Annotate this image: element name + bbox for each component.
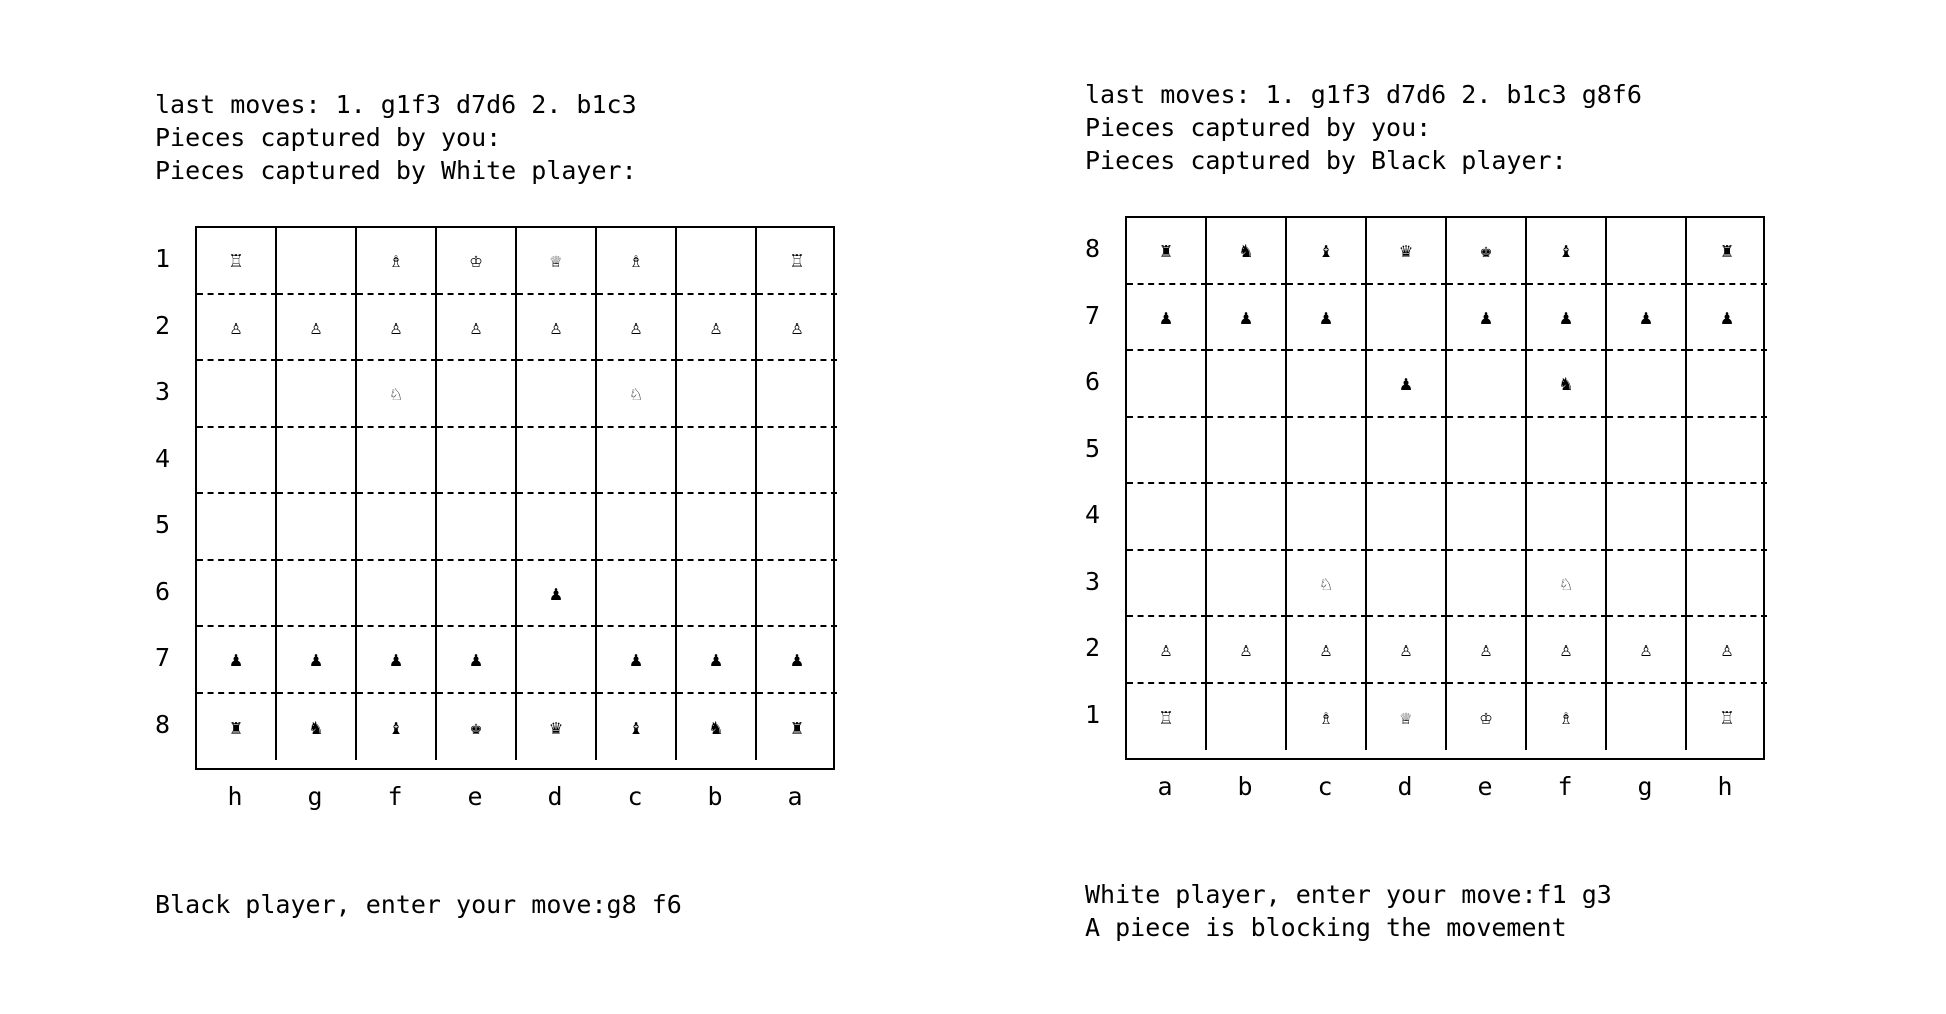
- board-square: [1527, 484, 1607, 551]
- rank-label: 7: [1085, 300, 1101, 330]
- rank-label: 2: [1085, 633, 1101, 662]
- board-square: [1527, 351, 1607, 418]
- board-square: [1207, 484, 1287, 551]
- chess-piece: ♞: [1559, 371, 1573, 396]
- board-square: [757, 494, 837, 561]
- captured-by-you-text: Pieces captured by you:: [155, 123, 502, 152]
- board-square: [517, 561, 597, 628]
- board-square: [197, 561, 277, 628]
- last-moves-text: last moves: 1. g1f3 d7d6 2. b1c3: [155, 90, 637, 119]
- board-square: [757, 627, 837, 694]
- chess-piece: ♝: [1559, 238, 1573, 263]
- board-square: [1207, 218, 1287, 285]
- board-square: [1287, 218, 1367, 285]
- board-square: [197, 428, 277, 495]
- board-square: [1367, 285, 1447, 352]
- board-square: [517, 295, 597, 362]
- board-square: [277, 295, 357, 362]
- board-square: [517, 428, 597, 495]
- board-square: [757, 428, 837, 495]
- rank-label: 5: [155, 510, 171, 539]
- board-square: [437, 228, 517, 295]
- board-square: [437, 627, 517, 694]
- chess-piece: ♔: [1479, 704, 1493, 729]
- chess-piece: ♟: [389, 647, 403, 672]
- board-square: [1687, 351, 1767, 418]
- board-square: [277, 694, 357, 761]
- board-square: [1447, 484, 1527, 551]
- board-square: [197, 295, 277, 362]
- file-label: e: [1477, 772, 1493, 801]
- board-square: [1607, 684, 1687, 751]
- board-square: [1127, 484, 1207, 551]
- rank-label: 3: [155, 377, 171, 406]
- move-prompt[interactable]: White player, enter your move:f1 g3: [1085, 880, 1612, 909]
- chess-piece: ♟: [709, 647, 723, 672]
- board-square: [1447, 351, 1527, 418]
- board-square: [357, 627, 437, 694]
- last-moves-text: last moves: 1. g1f3 d7d6 2. b1c3 g8f6: [1085, 80, 1642, 109]
- file-label: b: [707, 782, 723, 811]
- board-square: [277, 494, 357, 561]
- rank-label: 8: [1085, 234, 1101, 263]
- chess-piece: ♗: [389, 248, 403, 273]
- board-square: [1367, 351, 1447, 418]
- file-label: c: [1317, 772, 1333, 801]
- chess-piece: ♟: [1159, 304, 1173, 329]
- file-label: a: [787, 782, 803, 811]
- board-square: [1447, 551, 1527, 618]
- board-square: [1127, 218, 1207, 285]
- board-square: [1687, 484, 1767, 551]
- chess-piece: ♟: [229, 647, 243, 672]
- chess-piece: ♙: [709, 314, 723, 339]
- board-square: [757, 228, 837, 295]
- chess-piece: ♗: [629, 248, 643, 273]
- board-square: [437, 361, 517, 428]
- board-square: [757, 561, 837, 628]
- chess-piece: ♘: [1559, 570, 1573, 595]
- board-square: [277, 228, 357, 295]
- board-square: [517, 694, 597, 761]
- chess-piece: ♟: [1479, 304, 1493, 329]
- board-square: [1127, 617, 1207, 684]
- chess-piece: ♙: [1239, 637, 1253, 662]
- rank-label: 8: [155, 709, 171, 739]
- board-square: [197, 494, 277, 561]
- board-square: [197, 627, 277, 694]
- chess-piece: ♕: [549, 248, 563, 273]
- board-square: [1687, 617, 1767, 684]
- chess-piece: ♖: [229, 248, 243, 273]
- chess-piece: ♘: [389, 381, 403, 406]
- board-square: [1687, 285, 1767, 352]
- captured-by-opponent-text: Pieces captured by Black player:: [1085, 146, 1567, 175]
- board-square: [597, 428, 677, 495]
- board-square: [1207, 617, 1287, 684]
- board-square: [1447, 285, 1527, 352]
- chess-piece: ♘: [629, 381, 643, 406]
- chess-piece: ♝: [389, 714, 403, 739]
- chess-piece: ♟: [469, 647, 483, 672]
- board-square: [597, 228, 677, 295]
- chess-piece: ♟: [1319, 304, 1333, 329]
- rank-label: 3: [1085, 566, 1101, 596]
- chess-piece: ♙: [1399, 637, 1413, 662]
- chess-piece: ♟: [309, 647, 323, 672]
- captured-by-opponent-text: Pieces captured by White player:: [155, 156, 637, 185]
- rank-label: 4: [1085, 500, 1101, 529]
- move-prompt[interactable]: Black player, enter your move:g8 f6: [155, 890, 682, 919]
- board-square: [437, 694, 517, 761]
- file-label: h: [1717, 772, 1733, 801]
- board-square: [1367, 484, 1447, 551]
- board-square: [677, 627, 757, 694]
- board-square: [517, 627, 597, 694]
- chess-piece: ♛: [549, 714, 563, 739]
- board-square: [1287, 617, 1367, 684]
- board-square: [1207, 418, 1287, 485]
- board-square: [1207, 551, 1287, 618]
- chess-piece: ♗: [1559, 704, 1573, 729]
- file-label: a: [1157, 772, 1173, 801]
- board-square: [597, 494, 677, 561]
- board-square: [1367, 418, 1447, 485]
- file-label: g: [307, 782, 323, 811]
- chess-piece: ♛: [1399, 238, 1413, 263]
- board-square: [1447, 684, 1527, 751]
- board-square: [437, 494, 517, 561]
- rank-label: 5: [1085, 433, 1101, 463]
- chess-piece: ♟: [1720, 304, 1734, 329]
- board-square: [1607, 617, 1687, 684]
- board-square: [357, 428, 437, 495]
- board-square: [357, 361, 437, 428]
- board-square: [437, 295, 517, 362]
- board-square: [1607, 418, 1687, 485]
- board-square: [1367, 551, 1447, 618]
- board-square: [677, 494, 757, 561]
- chess-piece: ♟: [1239, 304, 1253, 329]
- board-square: [1687, 684, 1767, 751]
- chess-piece: ♟: [790, 647, 804, 672]
- board-square: [277, 428, 357, 495]
- board-square: [277, 627, 357, 694]
- chess-piece: ♙: [229, 314, 243, 339]
- board-square: [757, 361, 837, 428]
- chess-piece: ♙: [629, 314, 643, 339]
- board-square: [597, 361, 677, 428]
- chess-piece: ♖: [1720, 704, 1734, 729]
- chess-piece: ♟: [1559, 304, 1573, 329]
- board-square: [357, 228, 437, 295]
- chess-piece: ♝: [1319, 238, 1333, 263]
- board-grid: [195, 226, 835, 770]
- rank-label: 1: [155, 244, 171, 273]
- chess-piece: ♙: [1720, 637, 1734, 662]
- rank-label: 7: [155, 643, 171, 672]
- board-square: [757, 694, 837, 761]
- chess-piece: ♜: [229, 714, 243, 739]
- chess-piece: ♜: [1720, 238, 1734, 263]
- board-square: [757, 295, 837, 362]
- rank-label: 1: [1085, 699, 1101, 729]
- right-terminal-panel: [1085, 0, 1845, 1014]
- file-label: d: [1397, 772, 1413, 801]
- file-label: f: [387, 782, 403, 811]
- chess-piece: ♙: [469, 314, 483, 339]
- chess-piece: ♟: [629, 647, 643, 672]
- board-square: [1527, 551, 1607, 618]
- chess-piece: ♙: [549, 314, 563, 339]
- rank-label: 2: [155, 310, 171, 340]
- board-square: [1207, 351, 1287, 418]
- board-square: [517, 228, 597, 295]
- board-square: [1367, 684, 1447, 751]
- board-square: [1127, 418, 1207, 485]
- board-square: [357, 561, 437, 628]
- captured-by-you-text: Pieces captured by you:: [1085, 113, 1432, 142]
- board-square: [197, 228, 277, 295]
- board-square: [1527, 617, 1607, 684]
- board-square: [677, 228, 757, 295]
- board-square: [1287, 418, 1367, 485]
- file-label: h: [227, 782, 243, 811]
- board-square: [437, 561, 517, 628]
- board-square: [1127, 684, 1207, 751]
- chess-piece: ♙: [1159, 637, 1173, 662]
- board-square: [277, 561, 357, 628]
- file-label: g: [1637, 772, 1653, 801]
- board-square: [597, 561, 677, 628]
- chess-piece: ♟: [1399, 371, 1413, 396]
- file-label: e: [467, 782, 483, 811]
- board-square: [677, 428, 757, 495]
- board-square: [1207, 684, 1287, 751]
- chess-piece: ♙: [1479, 637, 1493, 662]
- chess-piece: ♙: [309, 314, 323, 339]
- board-square: [597, 295, 677, 362]
- board-square: [597, 694, 677, 761]
- board-square: [1527, 218, 1607, 285]
- chess-piece: ♙: [1559, 637, 1573, 662]
- chess-piece: ♟: [1639, 304, 1653, 329]
- chess-piece: ♚: [469, 714, 483, 739]
- chess-piece: ♞: [309, 714, 323, 739]
- chess-piece: ♙: [389, 314, 403, 339]
- chess-piece: ♞: [709, 714, 723, 739]
- board-square: [1607, 285, 1687, 352]
- board-square: [1447, 218, 1527, 285]
- board-square: [437, 428, 517, 495]
- board-square: [1207, 285, 1287, 352]
- chess-piece: ♗: [1319, 704, 1333, 729]
- board-square: [1287, 551, 1367, 618]
- rank-label: 6: [1085, 367, 1101, 396]
- board-square: [517, 361, 597, 428]
- board-square: [1607, 551, 1687, 618]
- chess-piece: ♙: [790, 314, 804, 339]
- board-square: [1447, 418, 1527, 485]
- board-square: [677, 561, 757, 628]
- chess-board-right: [1085, 216, 1785, 816]
- board-square: [677, 361, 757, 428]
- left-terminal-panel: [155, 0, 855, 1014]
- chess-piece: ♚: [1479, 238, 1493, 263]
- board-square: [1127, 551, 1207, 618]
- file-label: f: [1557, 772, 1573, 801]
- chess-piece: ♙: [1319, 637, 1333, 662]
- board-square: [1687, 418, 1767, 485]
- chess-piece: ♜: [790, 714, 804, 739]
- board-square: [1127, 351, 1207, 418]
- board-square: [1687, 218, 1767, 285]
- chess-piece: ♔: [469, 248, 483, 273]
- board-square: [1287, 484, 1367, 551]
- board-square: [357, 494, 437, 561]
- board-square: [517, 494, 597, 561]
- board-square: [1287, 285, 1367, 352]
- board-square: [677, 694, 757, 761]
- board-square: [1607, 484, 1687, 551]
- board-grid: [1125, 216, 1765, 760]
- board-square: [357, 295, 437, 362]
- chess-piece: ♝: [629, 714, 643, 739]
- file-label: d: [547, 782, 563, 811]
- board-square: [197, 694, 277, 761]
- chess-piece: ♙: [1639, 637, 1653, 662]
- file-label: c: [627, 782, 643, 811]
- board-square: [1607, 218, 1687, 285]
- board-square: [1367, 617, 1447, 684]
- chess-piece: ♟: [549, 580, 563, 605]
- board-square: [1287, 351, 1367, 418]
- board-square: [1447, 617, 1527, 684]
- rank-label: 6: [155, 576, 171, 606]
- board-square: [1527, 285, 1607, 352]
- chess-piece: ♜: [1159, 238, 1173, 263]
- chess-board-left: [155, 226, 855, 826]
- chess-piece: ♕: [1399, 704, 1413, 729]
- board-square: [277, 361, 357, 428]
- chess-piece: ♖: [790, 248, 804, 273]
- error-message: A piece is blocking the movement: [1085, 913, 1567, 942]
- file-label: b: [1237, 772, 1253, 801]
- board-square: [597, 627, 677, 694]
- board-square: [1527, 684, 1607, 751]
- board-square: [1687, 551, 1767, 618]
- board-square: [1527, 418, 1607, 485]
- board-square: [357, 694, 437, 761]
- board-square: [1607, 351, 1687, 418]
- chess-piece: ♖: [1159, 704, 1173, 729]
- board-square: [1367, 218, 1447, 285]
- chess-piece: ♘: [1319, 570, 1333, 595]
- board-square: [1127, 285, 1207, 352]
- board-square: [1287, 684, 1367, 751]
- rank-label: 4: [155, 443, 171, 473]
- board-square: [677, 295, 757, 362]
- chess-piece: ♞: [1239, 238, 1253, 263]
- board-square: [197, 361, 277, 428]
